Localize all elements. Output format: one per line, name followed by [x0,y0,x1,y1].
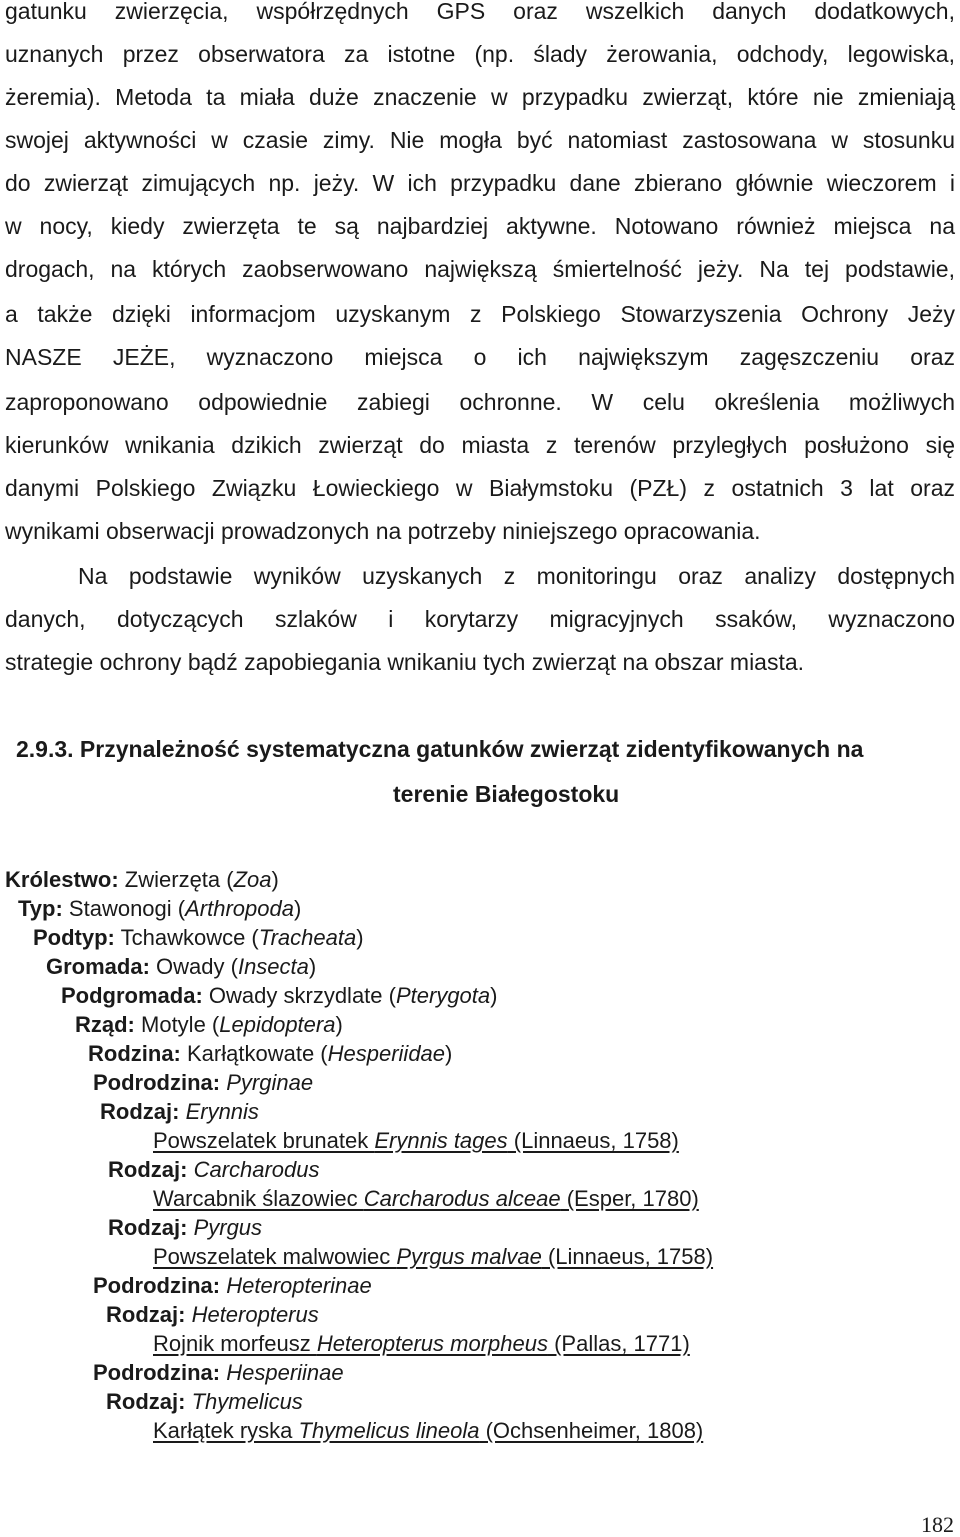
taxon-kingdom: Królestwo: Zwierzęta (Zoa) [5,867,279,892]
paragraph-line: wynikami obserwacji prowadzonych na potrzeby niniejszego opracowania. [5,518,761,544]
paragraph-line: danymi Polskiego Związku Łowieckiego w Białymstoku (PZŁ) z ostatnich 3 lat oraz [5,475,955,501]
taxon-subphylum: Podtyp: Tchawkowce (Tracheata) [33,925,364,950]
taxon-genus: Rodzaj: Thymelicus [106,1389,303,1414]
paragraph-line: uznanych przez obserwatora za istotne (np. ślady żerowania, odchody, legowiska, [5,41,955,67]
taxon-species: Rojnik morfeusz Heteropterus morpheus (Pallas, 1771) [153,1331,690,1356]
taxon-species: Warcabnik ślazowiec Carcharodus alceae (Esper, 1780) [153,1186,699,1211]
taxon-subclass: Podgromada: Owady skrzydlate (Pterygota) [61,983,498,1008]
paragraph-line: zaproponowano odpowiednie zabiegi ochronne. W celu określenia możliwych [5,389,955,415]
paragraph-line: żeremia). Metoda ta miała duże znaczenie w przypadku zwierząt, które nie zmieniają [5,84,955,110]
taxon-genus: Rodzaj: Heteropterus [106,1302,319,1327]
paragraph-line: Na podstawie wyników uzyskanych z monitoringu oraz analizy dostępnych [78,563,955,589]
paragraph-line: NASZE JEŻE, wyznaczono miejsca o ich największym zagęszczeniu oraz [5,344,955,370]
paragraph-line: do zwierząt zimujących np. jeży. W ich przypadku dane zbierano głównie wieczorem i [5,170,955,196]
taxon-genus: Rodzaj: Erynnis [100,1099,259,1124]
paragraph-line: a także dzięki informacjom uzyskanym z Polskiego Stowarzyszenia Ochrony Jeży [5,301,955,327]
page-number: 182 [921,1512,954,1537]
taxon-species: Karłątek ryska Thymelicus lineola (Ochsenheimer, 1808) [153,1418,704,1443]
paragraph-line: kierunków wnikania dzikich zwierząt do miasta z terenów przyległych posłużono się [5,432,955,458]
paragraph-line: gatunku zwierzęcia, współrzędnych GPS oraz wszelkich danych dodatkowych, [5,0,955,24]
taxon-genus: Rodzaj: Pyrgus [108,1215,263,1240]
taxon-order: Rząd: Motyle (Lepidoptera) [75,1012,343,1037]
taxon-subfamily: Podrodzina: Pyrginae [93,1070,314,1095]
paragraph-line: w nocy, kiedy zwierzęta te są najbardziej aktywne. Notowano również miejsca na [5,213,955,239]
taxon-family: Rodzina: Karłątkowate (Hesperiidae) [88,1041,453,1066]
taxon-species: Powszelatek malwowiec Pyrgus malvae (Linnaeus, 1758) [153,1244,714,1269]
section-heading-line-1: 2.9.3. Przynależność systematyczna gatunków zwierząt zidentyfikowanych na [16,736,864,762]
taxon-class: Gromada: Owady (Insecta) [46,954,317,979]
taxon-subfamily: Podrodzina: Heteropterinae [93,1273,372,1298]
paragraph-line: danych, dotyczących szlaków i korytarzy migracyjnych ssaków, wyznaczono [5,606,955,632]
paragraph-line: strategie ochrony bądź zapobiegania wnikaniu tych zwierząt na obszar miasta. [5,649,805,675]
taxon-species: Powszelatek brunatek Erynnis tages (Linnaeus, 1758) [153,1128,679,1153]
section-heading-line-2: terenie Białegostoku [393,781,620,807]
taxon-genus: Rodzaj: Carcharodus [108,1157,320,1182]
paragraph-line: drogach, na których zaobserwowano największą śmiertelność jeży. Na tej podstawie, [5,256,955,282]
taxon-subfamily: Podrodzina: Hesperiinae [93,1360,344,1385]
paragraph-line: swojej aktywności w czasie zimy. Nie mogła być natomiast zastosowana w stosunku [5,127,955,153]
taxon-phylum: Typ: Stawonogi (Arthropoda) [18,896,302,921]
